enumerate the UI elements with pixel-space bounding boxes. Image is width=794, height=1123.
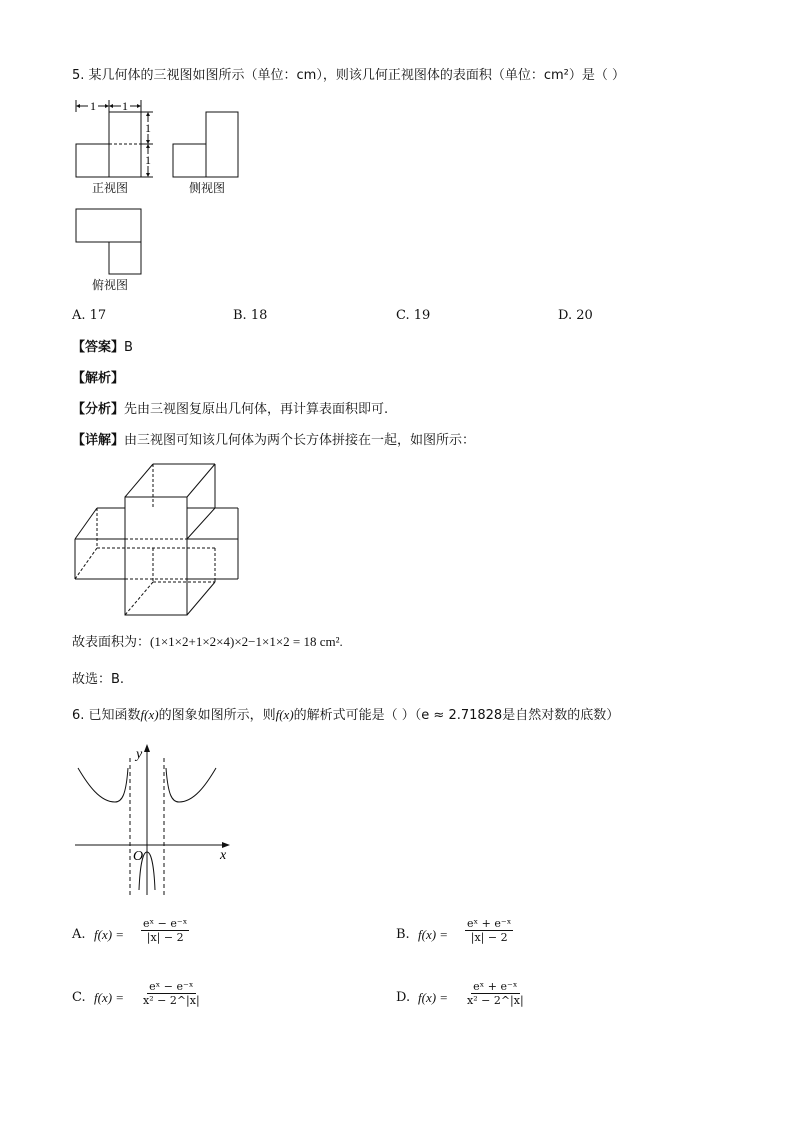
dim-label-4: 1: [145, 153, 151, 167]
q6-option-b-fraction: [465, 917, 513, 944]
three-views-figure: [70, 96, 270, 306]
q6-option-c-letter: C.: [72, 990, 86, 1005]
q6-option-c-lhs: f(x) =: [94, 990, 125, 1005]
front-view-label: 正视图: [92, 181, 129, 195]
q6-option-d-den: x² − 2^|x|: [467, 994, 524, 1007]
fenxi-text: 先由三视图复原出几何体，再计算表面积即可.: [124, 402, 389, 417]
q6-option-b-den: |x| − 2: [470, 931, 508, 944]
q6-option-c-num: eˣ − e⁻ˣ: [149, 980, 194, 993]
q6-stem-a: 6. 已知函数: [72, 708, 141, 723]
q6-option-a-letter: A.: [72, 927, 86, 942]
calc-prefix: 故表面积为：: [72, 635, 151, 650]
dim-label-1: 1: [90, 99, 96, 113]
q6-option-b-num: eˣ + e⁻ˣ: [467, 917, 512, 930]
q6-stem: [72, 707, 619, 724]
q6-option-d-fraction: [465, 980, 526, 1007]
fenxi-line: [72, 402, 388, 418]
y-axis-label: y: [136, 747, 143, 762]
q6-option-d-letter: D.: [396, 990, 411, 1005]
y-axis-arrow: [144, 744, 150, 752]
q6-option-b-lhs: f(x) =: [418, 927, 449, 942]
q6-stem-c: 的解析式可能是（ ）（e ≈ 2.71828是自然对数的底数）: [293, 708, 620, 723]
q6-fx-2: f(x): [275, 707, 294, 722]
q6-option-a-lhs: f(x) =: [94, 927, 125, 942]
function-graph: [70, 740, 240, 900]
dim-label-2: 1: [122, 99, 128, 113]
q5-option-b: B. 18: [233, 308, 268, 323]
dim-label-3: 1: [145, 121, 151, 135]
q5-stem: 5. 某几何体的三视图如图所示（单位：cm），则该几何正视图体的表面积（单位：cm²）是（ ）: [72, 68, 626, 83]
fenxi-tag: 【分析】: [72, 402, 125, 417]
top-view-label: 俯视图: [92, 278, 129, 292]
q6-option-a-num: eˣ − e⁻ˣ: [143, 917, 188, 930]
detail-tag: 【详解】: [72, 433, 125, 448]
q6-option-b-letter: B.: [396, 927, 410, 942]
right-branch: [166, 768, 216, 802]
answer-value: B: [124, 340, 133, 355]
x-axis-label: x: [220, 848, 227, 863]
side-view-label: 侧视图: [189, 181, 226, 195]
q6-fx-1: f(x): [140, 707, 159, 722]
conclusion: 故选：B.: [72, 672, 125, 687]
q6-option-d-lhs: f(x) =: [418, 990, 449, 1005]
answer-tag: 【答案】: [72, 340, 125, 355]
detail-text: 由三视图可知该几何体为两个长方体拼接在一起，如图所示：: [124, 433, 476, 448]
q6-option-c-fraction: [141, 980, 202, 1007]
solid-3d-figure: [70, 460, 250, 620]
left-branch: [78, 768, 128, 802]
q5-option-c: C. 19: [396, 308, 431, 323]
q6-option-d-num: eˣ + e⁻ˣ: [473, 980, 518, 993]
q6-option-a-fraction: [141, 917, 189, 944]
q6-stem-b: 的图象如图所示，则: [158, 708, 276, 723]
calc-line: [72, 634, 343, 651]
calc-formula: (1×1×2+1×2×4)×2−1×1×2 = 18 cm².: [150, 634, 343, 649]
q5-option-a: A. 17: [72, 308, 107, 323]
answer-line: [72, 340, 133, 356]
q6-option-c-den: x² − 2^|x|: [143, 994, 200, 1007]
analysis-tag: 【解析】: [72, 371, 125, 386]
q5-option-d: D. 20: [558, 308, 593, 323]
q6-option-a-den: |x| − 2: [146, 931, 184, 944]
detail-line: [72, 433, 475, 449]
origin-label: O: [133, 849, 144, 864]
